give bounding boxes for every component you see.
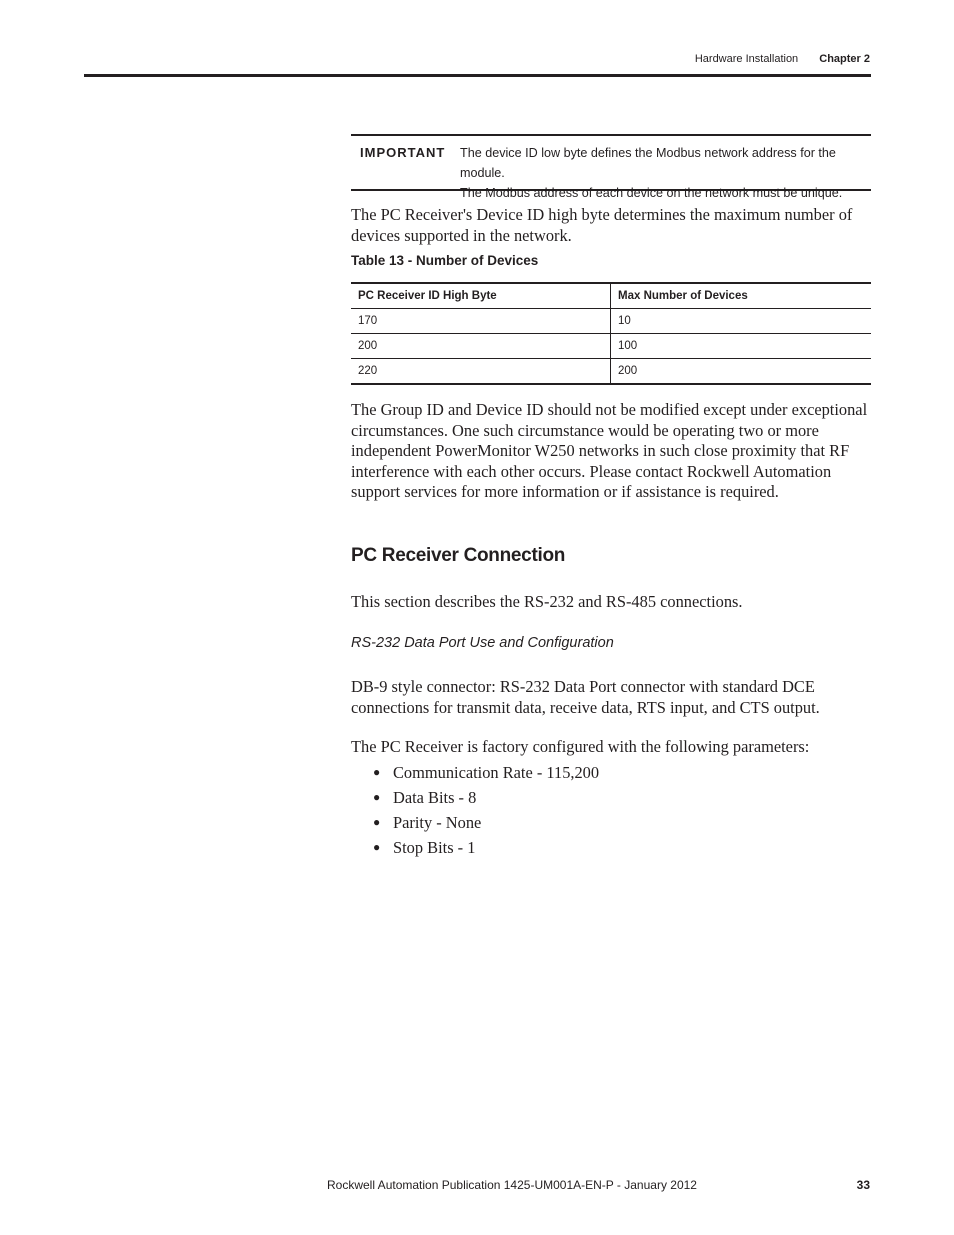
table-row: [351, 334, 871, 359]
subsection-heading: RS-232 Data Port Use and Configuration: [351, 635, 614, 651]
column-header-max-devices: Max Number of Devices: [611, 283, 872, 309]
header-rule: [84, 74, 871, 77]
publication-footer: Rockwell Automation Publication 1425-UM001A-EN-P - January 2012: [327, 1178, 697, 1192]
list-item: [351, 786, 599, 811]
header-chapter-label: Chapter 2: [819, 53, 870, 65]
table-cell: 10: [611, 309, 872, 334]
high-byte-paragraph: The PC Receiver's Device ID high byte determines the maximum number of devices supported in the network.: [351, 205, 853, 245]
section-intro: This section describes the RS-232 and RS-485 connections.: [351, 592, 743, 611]
bullet-icon: ●: [373, 790, 381, 804]
list-item-text: Data Bits - 8: [393, 788, 477, 807]
table-cell: 170: [351, 309, 611, 334]
important-tag: IMPORTANT: [360, 145, 446, 160]
header-section-title: Hardware Installation: [694, 53, 799, 65]
group-id-paragraph: The Group ID and Device ID should not be modified except under exceptional circumstances. One such circumstance would be operating two or more independent PowerMonitor W250 networks in such close proximity that RF interference with each other occurs. Please contact Rockwell Automation support services for more information or if assistance is required.: [351, 400, 868, 501]
table-cell: 200: [351, 334, 611, 359]
bullet-icon: ●: [373, 815, 381, 829]
list-item: [351, 761, 599, 786]
list-item: [351, 836, 599, 861]
table-cell: 100: [611, 334, 872, 359]
table-cell: 200: [611, 359, 872, 385]
table-cell: 220: [351, 359, 611, 385]
devices-table: [351, 282, 871, 385]
running-header: [695, 53, 870, 65]
important-note: [351, 134, 871, 200]
parameter-list: [351, 761, 599, 861]
important-text-line-1: The device ID low byte defines the Modbus network address for the module.: [460, 146, 836, 180]
important-text-line-2: The Modbus address of each device on the network must be unique.: [460, 186, 843, 200]
connector-paragraph: DB-9 style connector: RS-232 Data Port connector with standard DCE connections for transmit data, receive data, RTS input, and CTS output.: [351, 677, 820, 717]
section-heading: PC Receiver Connection: [351, 545, 566, 566]
list-item: [351, 811, 599, 836]
list-item-text: Stop Bits - 1: [393, 838, 476, 857]
column-header-high-byte: PC Receiver ID High Byte: [351, 283, 611, 309]
bullet-icon: ●: [373, 765, 381, 779]
table-row: [351, 309, 871, 334]
table-row: [351, 359, 871, 385]
bullet-icon: ●: [373, 840, 381, 854]
list-item-text: Parity - None: [393, 813, 482, 832]
table-caption: Table 13 - Number of Devices: [351, 253, 539, 268]
page-number: 33: [856, 1178, 870, 1192]
list-item-text: Communication Rate - 115,200: [393, 763, 600, 782]
table-header-row: [351, 283, 871, 309]
important-text: [460, 143, 865, 203]
params-intro: The PC Receiver is factory configured with the following parameters:: [351, 737, 810, 756]
